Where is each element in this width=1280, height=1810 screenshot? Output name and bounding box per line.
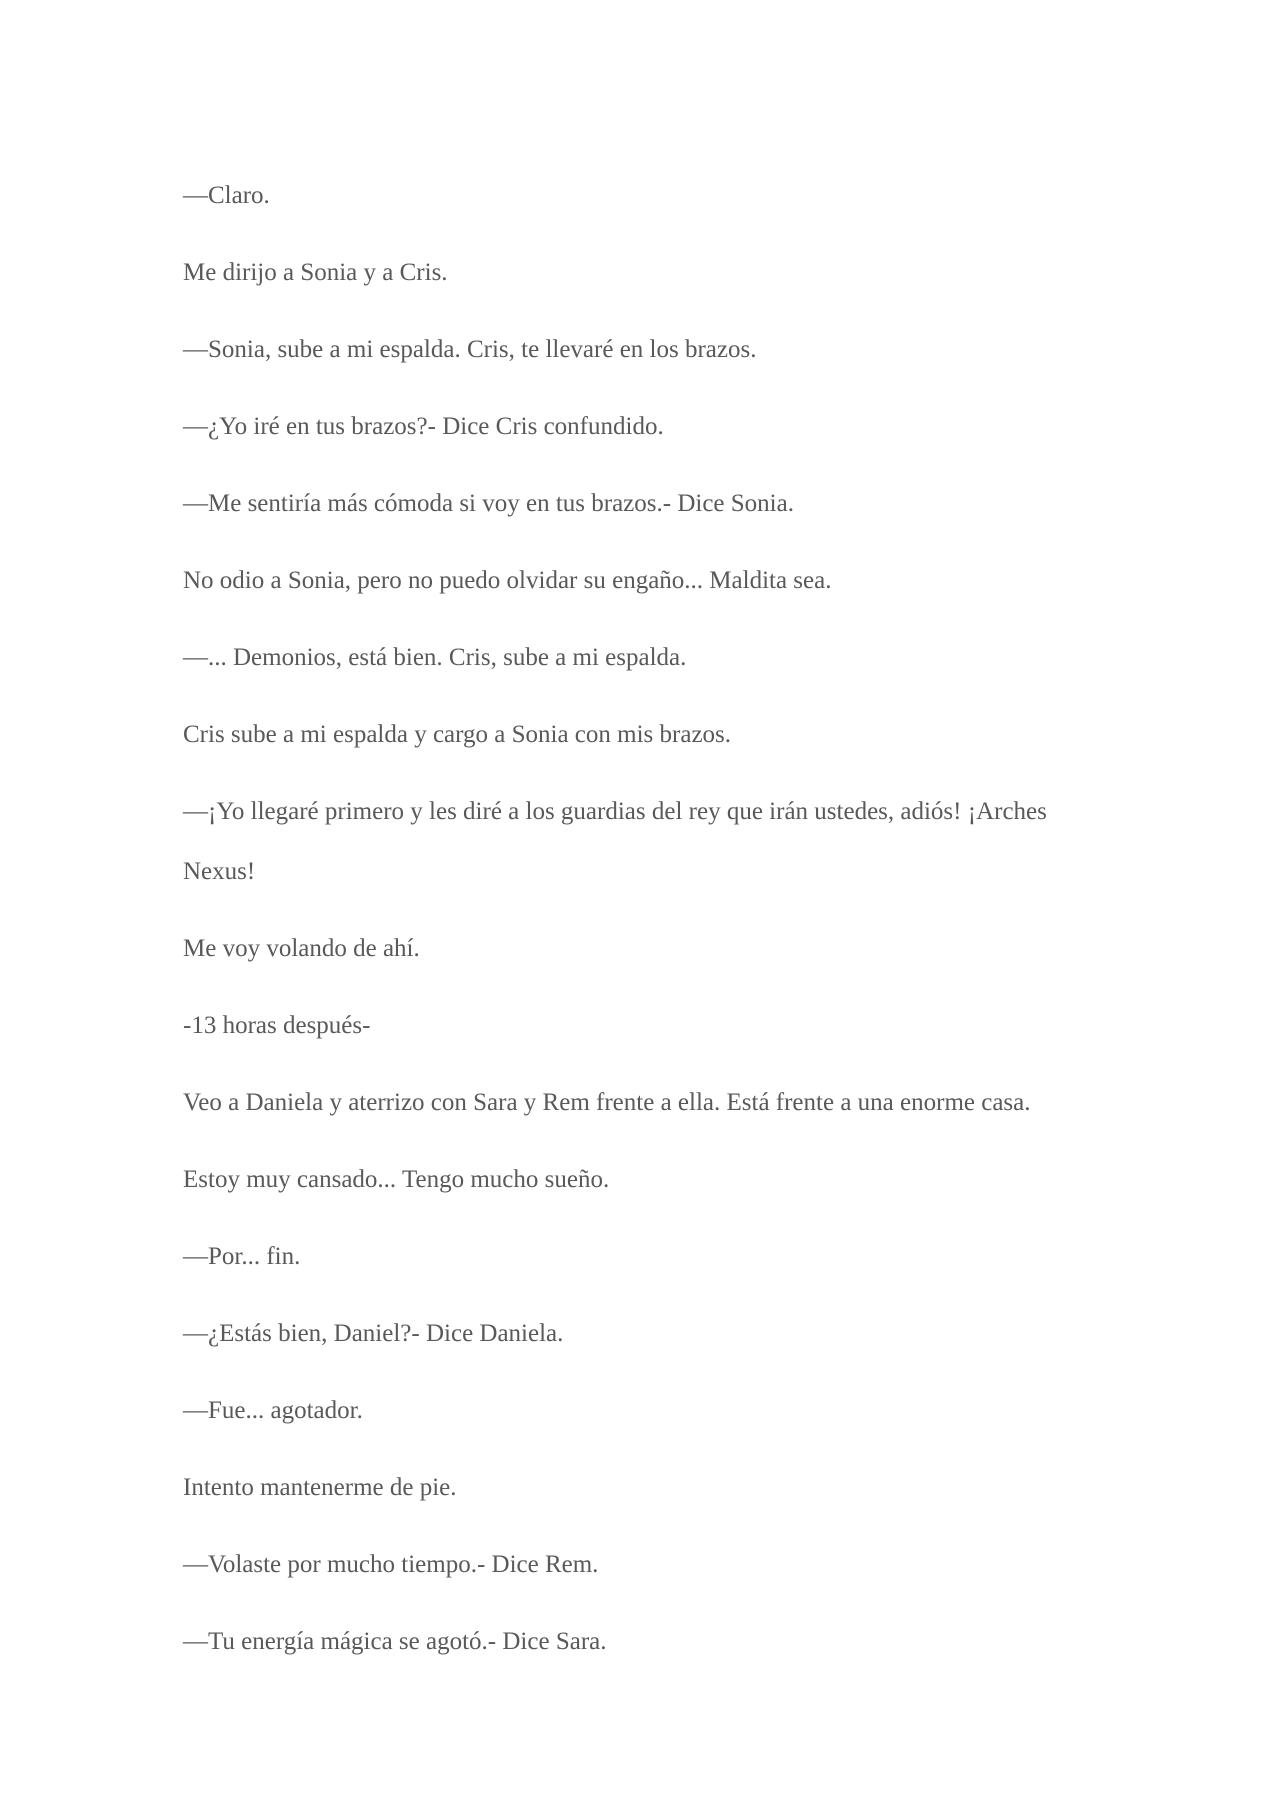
paragraph-14: —Por... fin. — [183, 1243, 301, 1270]
paragraph-17: Intento mantenerme de pie. — [183, 1474, 457, 1501]
paragraph-8: Cris sube a mi espalda y cargo a Sonia con mis brazos. — [183, 721, 732, 748]
paragraph-15: —¿Estás bien, Daniel?- Dice Daniela. — [183, 1320, 564, 1347]
paragraph-2: Me dirijo a Sonia y a Cris. — [183, 259, 448, 286]
paragraph-9: —¡Yo llegaré primero y les diré a los guardias del rey que irán ustedes, adiós! ¡Arches Nexus! — [183, 798, 1047, 885]
paragraph-13: Estoy muy cansado... Tengo mucho sueño. — [183, 1166, 610, 1193]
paragraph-12: Veo a Daniela y aterrizo con Sara y Rem frente a ella. Está frente a una enorme casa. — [183, 1089, 1031, 1116]
paragraph-5: —Me sentiría más cómoda si voy en tus brazos.- Dice Sonia. — [183, 490, 794, 517]
paragraph-3: —Sonia, sube a mi espalda. Cris, te llevaré en los brazos. — [183, 336, 757, 363]
paragraph-6: No odio a Sonia, pero no puedo olvidar su engaño... Maldita sea. — [183, 567, 832, 594]
paragraph-1: —Claro. — [183, 182, 270, 209]
document-body — [183, 178, 1103, 1701]
paragraph-4: —¿Yo iré en tus brazos?- Dice Cris confundido. — [183, 413, 664, 440]
paragraph-19: —Tu energía mágica se agotó.- Dice Sara. — [183, 1628, 607, 1655]
paragraph-16: —Fue... agotador. — [183, 1397, 363, 1424]
paragraph-11: -13 horas después- — [183, 1012, 371, 1039]
paragraph-18: —Volaste por mucho tiempo.- Dice Rem. — [183, 1551, 599, 1578]
paragraph-7: —... Demonios, está bien. Cris, sube a mi espalda. — [183, 644, 687, 671]
paragraph-10: Me voy volando de ahí. — [183, 935, 420, 962]
